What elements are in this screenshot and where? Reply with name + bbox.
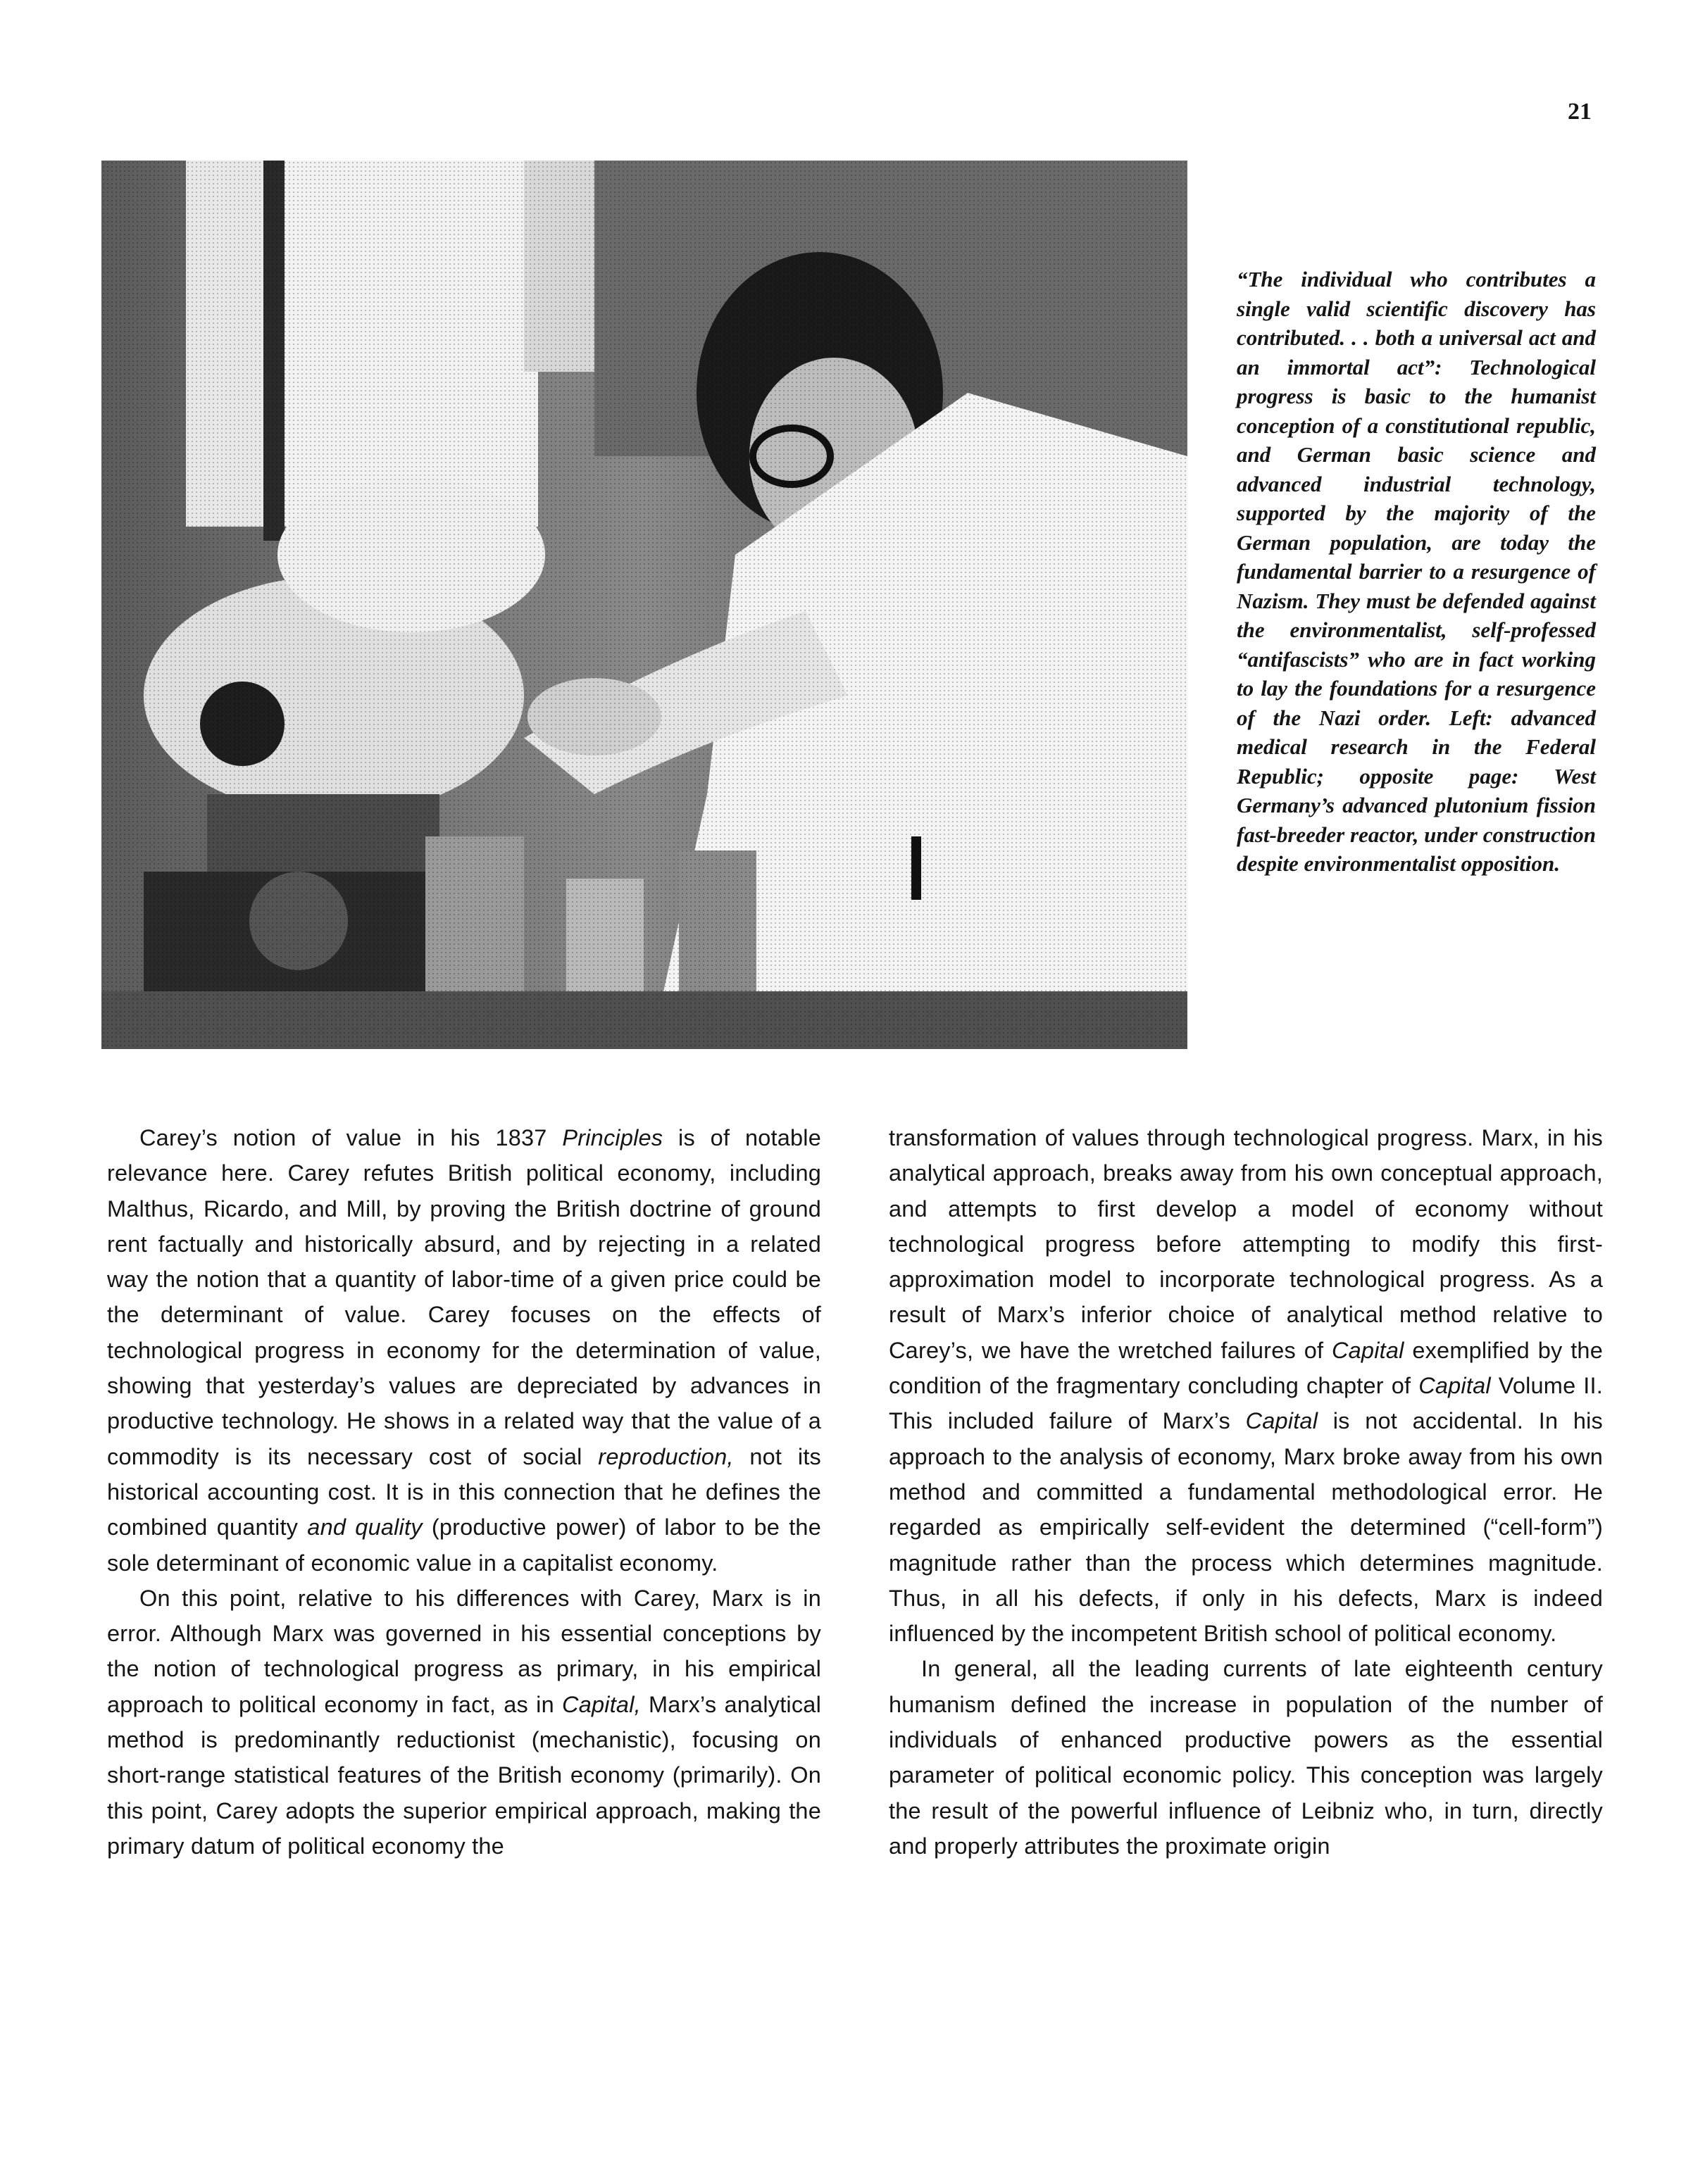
right-paragraph-1: transformation of values through technological progress. Marx, in his analytical approach, breaks away from his own conceptual approach, and attempts to first develop a model of economy without technological progress before attempting to modify this first-approximation model to incorporate technological progress. As a result of Marx’s inferior choice of analytical method relative to Carey’s, we have the wretched failures of Capital exemplified by the condition of the fragmentary concluding chapter of Capital Volume II. This included failure of Marx’s Capital is not accidental. In his approach to the analysis of economy, Marx broke away from his own method and committed a fundamental methodological error. He regarded as empirically self-evident the determined (“cell-form”) magnitude rather than the process which determines magnitude. Thus, in all his defects, if only in his defects, Marx is indeed influenced by the incompetent British school of political economy. [889, 1125, 1603, 1647]
left-paragraph-1: Carey’s notion of value in his 1837 Principles is of notable relevance here. Carey refutes British political economy, including Malthus, Ricardo, and Mill, by proving the British doctrine of ground rent factually and historically absurd, and by rejecting in a related way the notion that a quantity of labor-time of a given price could be the determinant of value. Carey focuses on the effects of technological progress in economy for the determination of value, showing that yesterday’s values are depreciated by advances in productive technology. He shows in a related way that the value of a commodity is its necessary cost of social reproduction, not its historical accounting cost. It is in this connection that he defines the combined quantity and quality (productive power) of labor to be the sole determinant of economic value in a capitalist economy. [107, 1125, 821, 1576]
book-title: Capital [1418, 1373, 1491, 1399]
book-title: Capital [1331, 1337, 1404, 1363]
left-paragraph-2: On this point, relative to his differences with Carey, Marx is in error. Although Marx was governed in his essential conceptions by the notion of technological progress as primary, in his empirical approach to political economy in fact, as in Capital, Marx’s analytical method is predominantly reductionist (mechanistic), focusing on short-range statistical features of the British economy (primarily). On this point, Carey adopts the superior empirical approach, making the primary datum of political economy the [107, 1585, 821, 1859]
right-paragraph-2: In general, all the leading currents of late eighteenth century humanism defined the increase in population of the number of individuals of enhanced productive powers as the essential parameter of political economic policy. This conception was largely the result of the powerful influence of Leibniz who, in turn, directly and properly attributes the proximate origin [889, 1656, 1603, 1859]
lab-photo [101, 161, 1187, 1049]
book-title: Capital, [562, 1691, 641, 1717]
emphasis: and quality [307, 1514, 423, 1540]
book-title: Capital [1245, 1408, 1318, 1434]
right-column [889, 1120, 1603, 1864]
emphasis: reproduction, [598, 1443, 734, 1469]
photo-caption: “The individual who contributes a single valid scientific discovery has contributed. . . both a universal act and an immortal act”: Technological progress is basic to the humanist conception of a constitutional republic, and German basic science and advanced industrial technology, supported by the majority of the German population, are today the fundamental barrier to a resurgence of Nazism. They must be defended against the environmentalist, self-professed “antifascists” who are in fact working to lay the foundations for a resurgence of the Nazi order. Left: advanced medical research in the Federal Republic; opposite page: West Germany’s advanced plutonium fission fast-breeder reactor, under construction despite environmentalist opposition. [1237, 267, 1596, 876]
left-column [107, 1120, 821, 1864]
book-title: Principles [562, 1125, 663, 1150]
page-number: 21 [1568, 99, 1592, 125]
